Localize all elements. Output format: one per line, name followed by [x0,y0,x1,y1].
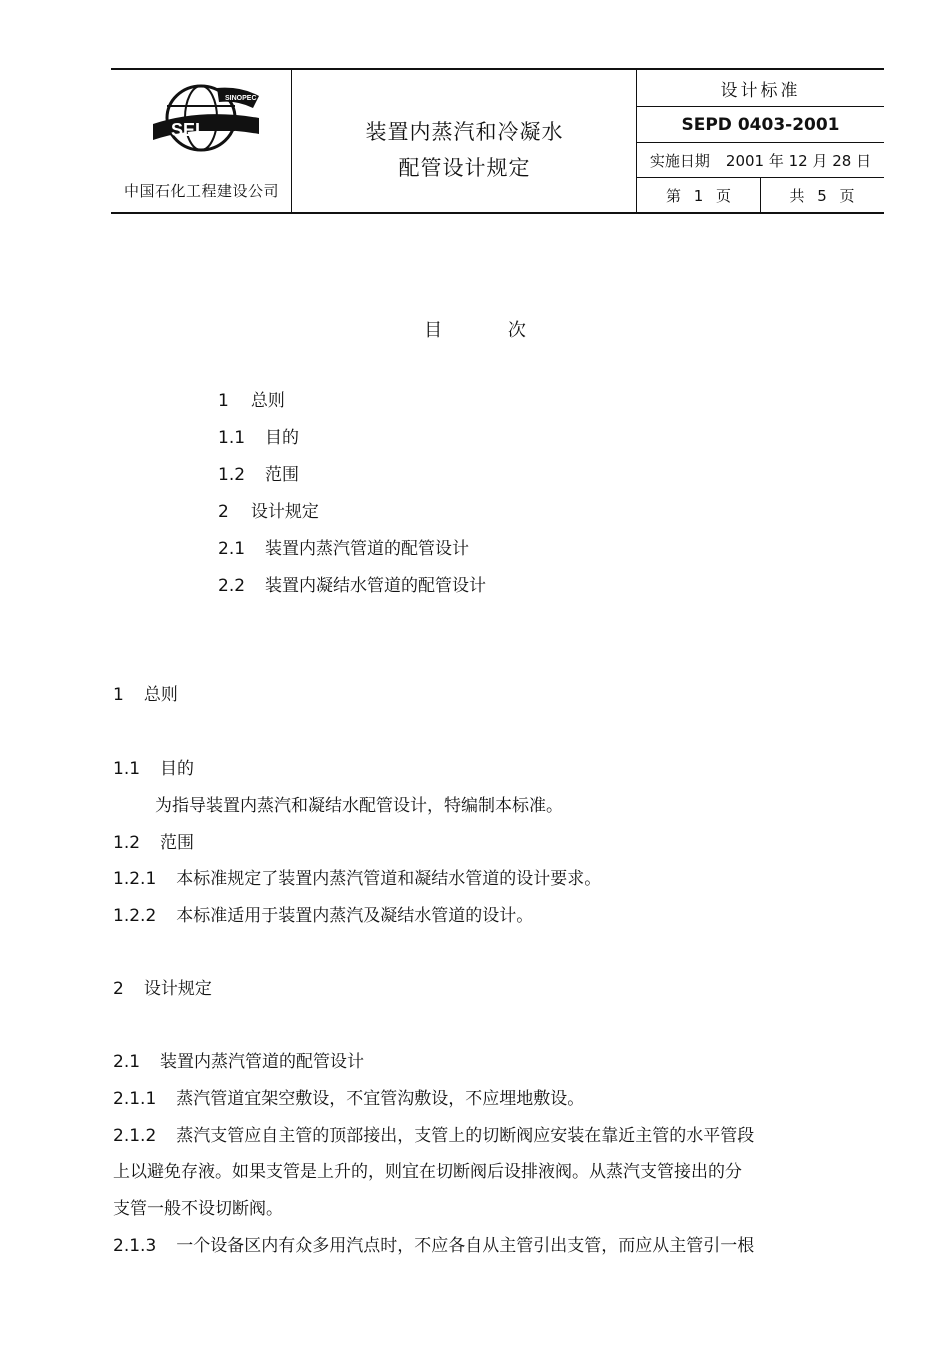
clause-text: 本标准适用于装置内蒸汽及凝结水管道的设计。 [176,906,534,926]
svg-text:SEI: SEI [171,120,201,140]
clause-number: 1.2.2 [113,906,157,926]
effective-date-row [637,143,884,178]
subsection-heading [113,1049,364,1075]
toc-item-number: 1 [218,391,229,411]
toc-item-number: 1.1 [218,428,246,448]
section-number: 1 [113,685,124,705]
clause-continuation: 上以避免存液。如果支管是上升的，则宜在切断阀后设排液阀。从蒸汽支管接出的分 [113,1162,742,1182]
section-title: 装置内蒸汽管道的配管设计 [160,1052,365,1072]
toc-item[interactable] [218,388,486,425]
toc-item-text: 设计规定 [250,502,319,522]
subsection-heading [113,756,194,782]
section-number: 1.2 [113,833,141,853]
clause-number: 2.1.2 [113,1126,157,1146]
toc-item[interactable] [218,462,486,499]
clause [113,1086,584,1112]
document-title-line1: 装置内蒸汽和冷凝水 [365,120,564,144]
toc-item-text: 总则 [250,391,285,411]
effective-date-label: 实施日期 [649,151,710,170]
table-of-contents [218,388,486,610]
toc-item-text: 范围 [265,465,300,485]
section-number: 2.1 [113,1052,141,1072]
effective-date-value: 2001 年 12 月 28 日 [725,151,872,170]
toc-item[interactable] [218,425,486,462]
toc-item[interactable] [218,573,486,610]
clause-number: 2.1.1 [113,1089,157,1109]
clause [113,1233,754,1259]
header-info-cell [637,70,884,212]
clause-text: 本标准规定了装置内蒸汽管道和凝结水管道的设计要求。 [176,869,602,889]
company-name: 中国石化工程建设公司 [123,182,279,200]
company-logo-icon [147,82,265,154]
standard-type: 设计标准 [637,70,884,107]
toc-item[interactable] [218,499,486,536]
svg-text:SINOPEC: SINOPEC [225,95,257,102]
section-title: 设计规定 [143,979,212,999]
section-number: 1.1 [113,759,141,779]
section-title: 目的 [160,759,195,779]
clause-number: 1.2.1 [113,869,157,889]
page-number: 第 1 页 [638,178,761,212]
toc-item-number: 2.1 [218,539,246,559]
toc-item-number: 2.2 [218,576,246,596]
toc-item-text: 目的 [265,428,300,448]
standard-code: SEPD 0403-2001 [637,107,884,143]
toc-item-text: 装置内凝结水管道的配管设计 [265,576,487,596]
section-number: 2 [113,979,124,999]
document-header [111,68,884,214]
header-title-cell [292,70,637,212]
clause-continuation: 支管一般不设切断阀。 [113,1199,283,1219]
section-title: 总则 [143,685,178,705]
section-heading [113,682,178,708]
page-total: 共 5 页 [789,186,855,205]
clause [113,866,601,892]
section-title: 范围 [160,833,195,853]
header-logo-cell [111,70,292,212]
toc-item-number: 2 [218,502,229,522]
section-heading [113,976,212,1002]
toc-title: 目 次 [424,320,526,341]
clause-text: 蒸汽支管应自主管的顶部接出，支管上的切断阀应安装在靠近主管的水平管段 [176,1126,755,1146]
document-title [292,114,637,186]
clause [113,903,533,929]
subsection-heading [113,830,194,856]
clause-number: 2.1.3 [113,1236,157,1256]
clause-text: 蒸汽管道宜架空敷设，不宜管沟敷设，不应埋地敷设。 [176,1089,585,1109]
toc-item-number: 1.2 [218,465,246,485]
document-title-line2: 配管设计规定 [398,156,531,180]
clause [113,1123,754,1149]
clause-text: 一个设备区内有众多用汽点时，不应各自从主管引出支管，而应从主管引一根 [176,1236,755,1256]
toc-item-text: 装置内蒸汽管道的配管设计 [265,539,470,559]
toc-item[interactable] [218,536,486,573]
page-info-row [637,178,884,212]
paragraph: 为指导装置内蒸汽和凝结水配管设计，特编制本标准。 [155,796,563,816]
